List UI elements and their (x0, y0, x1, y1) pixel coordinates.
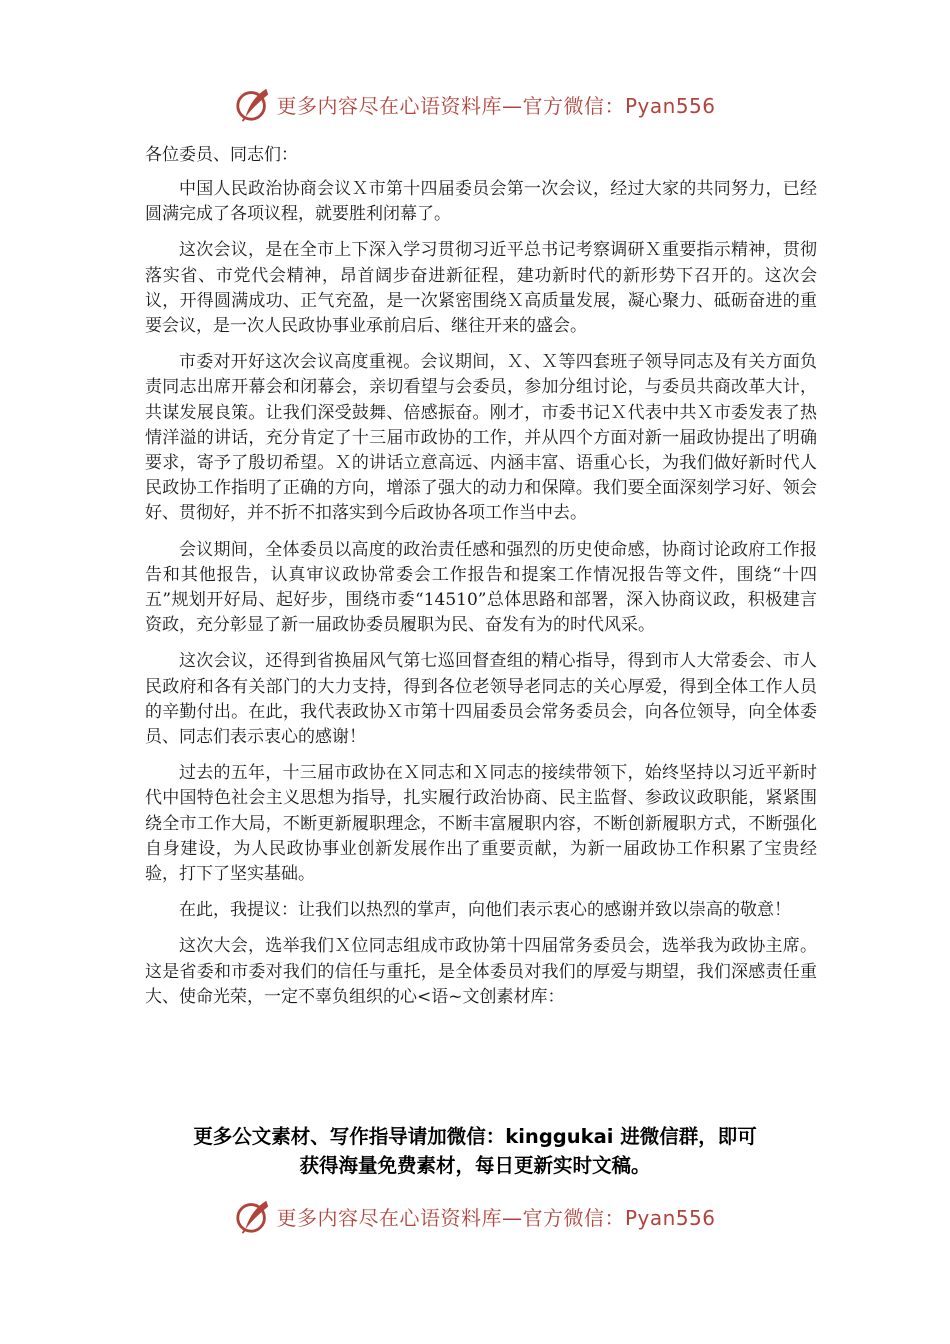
paragraph: 在此，我提议：让我们以热烈的掌声，向他们表示衷心的感谢并致以崇高的敬意！ (179, 900, 791, 921)
promo-line-2: 获得海量免费素材，每日更新实时文稿。 (299, 1154, 651, 1177)
paragraph: 这次会议，还得到省换届风气第七巡回督查组的精心指导，得到市人大常委会、市人民政府和各有关部门的大力支持，得到各位老领导老同志的关心厚爱，得到全体工作人员的辛勤付出。在此，我代表政协Ｘ市第十四届委员会常务委员会，向各位领导，向全体委员、同志们表示衷心的感谢！ (145, 651, 817, 748)
footer-banner (0, 1196, 950, 1236)
promo-line-1: 更多公文素材、写作指导请加微信：kinggukai 进微信群，即可 (193, 1125, 757, 1148)
footer-banner-text: 更多内容尽在心语资料库—官方微信：Pyan556 (276, 1205, 716, 1230)
footer-wechat-id: Pyan556 (624, 1205, 716, 1230)
paragraph: 市委对开好这次会议高度重视。会议期间，Ｘ、Ｘ等四套班子领导同志及有关方面负责同志出席开幕会和闭幕会，亲切看望与会委员，参加分组讨论，与委员共商改革大计，共谋发展良策。让我们深受鼓舞、倍感振奋。刚才，市委书记Ｘ代表中共Ｘ市委发表了热情洋溢的讲话，充分肯定了十三届市政协的工作，并从四个方面对新一届政协提出了明确要求，寄予了殷切希望。Ｘ的讲话立意高远、内涵丰富、语重心长，为我们做好新时代人民政协工作指明了正确的方向，增添了强大的动力和保障。我们要全面深刻学习好、领会好、贯彻好，并不折不扣落实到今后政协各项工作当中去。 (145, 352, 817, 524)
paragraph: 中国人民政治协商会议Ｘ市第十四届委员会第一次会议，经过大家的共同努力，已经圆满完成了各项议程，就要胜利闭幕了。 (145, 179, 817, 225)
paragraph: 这次会议，是在全市上下深入学习贯彻习近平总书记考察调研Ｘ重要指示精神，贯彻落实省、市党代会精神，昂首阔步奋进新征程，建功新时代的新形势下召开的。这次会议，开得圆满成功、正气充盈，是一次紧密围绕Ｘ高质量发展，凝心聚力、砥砺奋进的重要会议，是一次人民政协事业承前启后、继往开来的盛会。 (145, 240, 817, 337)
header-wechat-id: Pyan556 (624, 93, 716, 118)
paragraph: 这次大会，选举我们Ｘ位同志组成市政协第十四届常务委员会，选举我为政协主席。这是省委和市委对我们的信任与重托，是全体委员对我们的厚爱与期望，我们深感责任重大、使命光荣，一定不辜负组织的心<语~文创素材库： (145, 936, 817, 1007)
promo-notice (0, 1122, 950, 1180)
header-banner-text: 更多内容尽在心语资料库—官方微信：Pyan556 (276, 93, 716, 118)
header-banner (0, 84, 950, 124)
quill-logo-icon (234, 85, 272, 123)
paragraph: 过去的五年，十三届市政协在Ｘ同志和Ｘ同志的接续带领下，始终坚持以习近平新时代中国特色社会主义思想为指导，扎实履行政治协商、民主监督、参政议政职能，紧紧围绕全市工作大局，不断更新履职理念，不断丰富履职内容，不断创新履职方式，不断强化自身建设，为人民政协事业创新发展作出了重要贡献，为新一届政协工作积累了宝贵经验，打下了坚实基础。 (145, 763, 817, 885)
quill-logo-icon (234, 1197, 272, 1235)
paragraph: 会议期间，全体委员以高度的政治责任感和强烈的历史使命感，协商讨论政府工作报告和其他报告，认真审议政协常委会工作报告和提案工作情况报告等文件，围绕“十四五”规划开好局、起好步，围绕市委“14510”总体思路和部署，深入协商议政，积极建言资政，充分彰显了新一届政协委员履职为民、奋发有为的时代风采。 (145, 539, 817, 636)
salutation: 各位委员、同志们： (145, 145, 298, 165)
letter-body (145, 143, 817, 1021)
